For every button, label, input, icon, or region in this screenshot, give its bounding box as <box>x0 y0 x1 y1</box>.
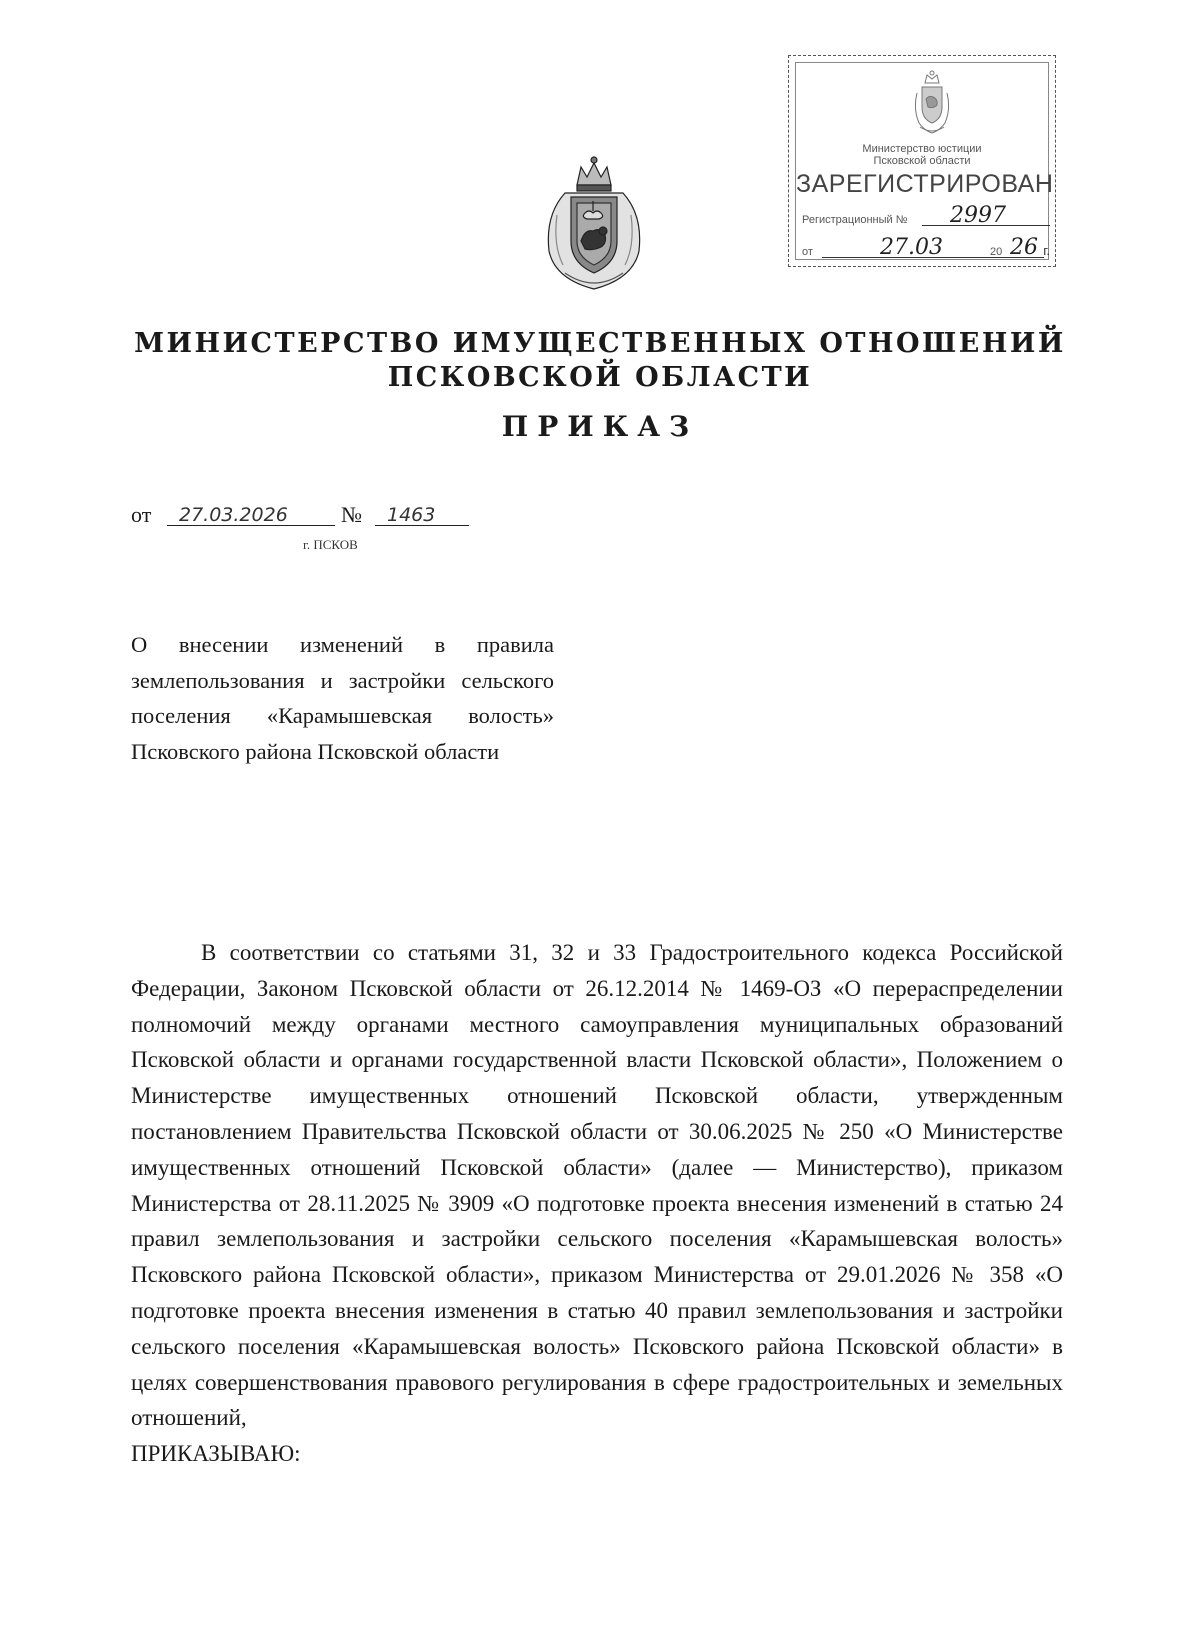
ministry-name-line1: МИНИСТЕРСТВО ИМУЩЕСТВЕННЫХ ОТНОШЕНИЙ <box>134 328 1066 359</box>
stamp-coat-of-arms-icon <box>911 69 953 137</box>
stamp-status: ЗАРЕГИСТРИРОВАН <box>796 170 1054 198</box>
stamp-inner-frame <box>795 62 1054 260</box>
ministry-name-line2: ПСКОВСКОЙ ОБЛАСТИ <box>387 362 813 393</box>
order-title: О внесении изменений в правила землепользования и застройки сельского поселения «Карамышевская волость» Псковского района Псковской области <box>131 632 554 764</box>
coat-of-arms-icon <box>535 155 653 295</box>
order-body <box>131 935 1063 1472</box>
stamp-year-value: 26 <box>1010 235 1038 260</box>
preamble-paragraph: В соответствии со статьями 31, 32 и 33 Градостроительного кодекса Российской Федерации, Законом Псковской области от 26.12.2014 № 1469-ОЗ «О перераспределении полномочий между органами местного самоуправления муниципальных образований Псковской области и органами государственной власти Псковской области», Положением о Министерстве имущественных отношений Псковской области, утвержденным постановлением Правительства Псковской области от 30.06.2025 № 250 «О Министерстве имущественных отношений Псковской области» (далее — Министерство), приказом Министерства от 28.11.2025 № 3909 «О подготовке проекта внесения изменений в статью 24 правил землепользования и застройки сельского поселения «Карамышевская волость» Псковского района Псковской области», приказом Министерства от 29.01.2026 № 358 «О подготовке проекта внесения изменения в статью 40 правил землепользования и застройки сельского поселения «Карамышевская волость» Псковского района Псковской области» в целях совершенствования правового регулирования в сфере градостроительных и земельных отношений, <box>131 940 1063 1431</box>
order-number-value: 1463 <box>387 504 436 526</box>
stamp-org-line2: Псковской области <box>873 155 971 167</box>
document-type: ПРИКАЗ <box>501 410 699 443</box>
stamp-year-prefix: 20 <box>990 246 1003 258</box>
stamp-date-label: от <box>802 246 813 258</box>
stamp-org-line1: Министерство юстиции <box>862 143 982 155</box>
stamp-registration-row <box>802 203 1050 228</box>
registration-stamp <box>788 55 1056 267</box>
stamp-year-suffix: г. <box>1043 243 1050 258</box>
stamp-date-row <box>802 235 1050 260</box>
stamp-reg-number: 2997 <box>950 203 1006 228</box>
stamp-date-value: 27.03 <box>880 235 943 260</box>
order-date-label: от <box>131 502 152 527</box>
order-date-number-line <box>131 500 471 530</box>
stamp-reg-label: Регистрационный № <box>802 214 908 226</box>
order-number-label: № <box>341 502 362 527</box>
order-city: г. ПСКОВ <box>303 537 358 552</box>
order-date-value: 27.03.2026 <box>179 504 288 526</box>
command-word: ПРИКАЗЫВАЮ: <box>131 1441 301 1467</box>
